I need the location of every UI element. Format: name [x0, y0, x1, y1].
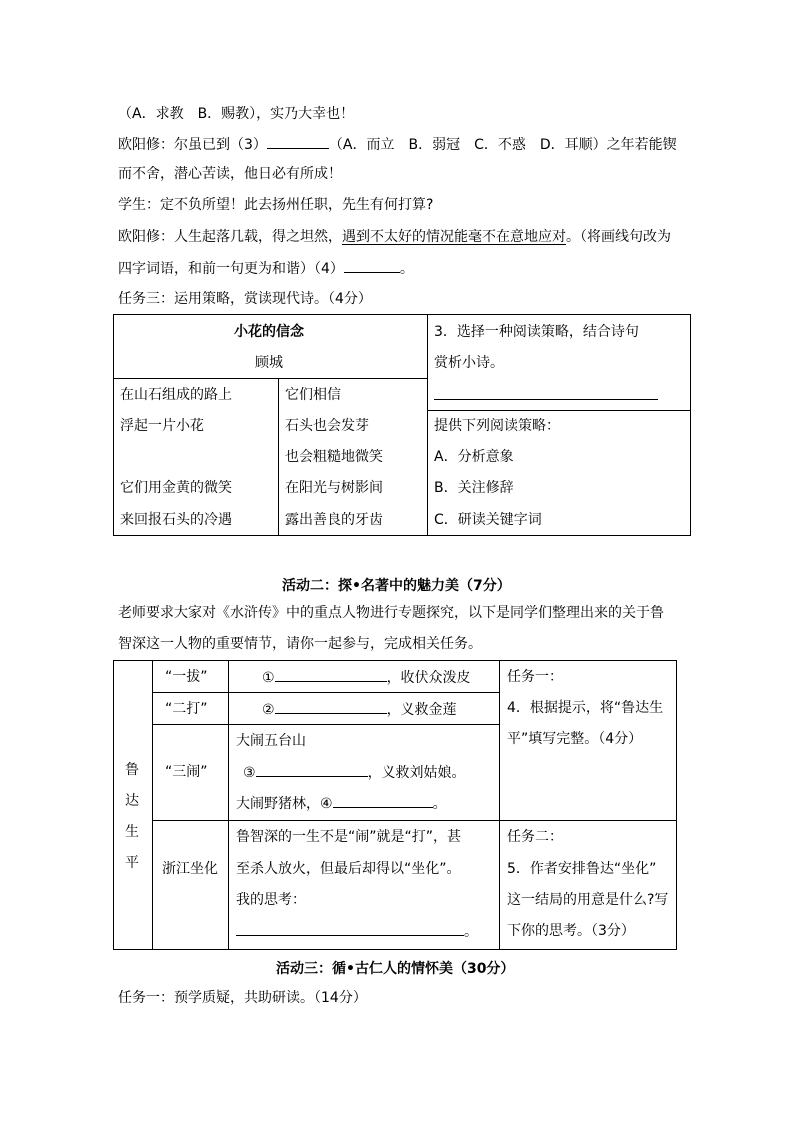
answer-blank-2[interactable]: [275, 699, 387, 714]
strategy-c: C．研读关键字词: [434, 512, 542, 528]
intro-line-5-a: 欧阳修：人生起落几载，得之坦然，: [118, 229, 342, 245]
poem-left-line-2: 浮起一片小花: [120, 418, 204, 434]
side-char-3: 生: [125, 824, 139, 840]
intro-line-1: （A．求教 B．赐教），实乃大幸也！: [118, 106, 355, 122]
row4-line-4-post: 。: [464, 924, 478, 940]
poem-column-divider: [278, 378, 279, 536]
answer-blank-4b[interactable]: [333, 793, 433, 808]
row2-marker: ②: [262, 702, 275, 718]
strategy-a: A．分析意象: [434, 449, 514, 465]
row3-marker: ③: [243, 765, 256, 781]
side-char-2: 达: [125, 793, 139, 809]
row3-line-3-pre: 大闹野猪林，④: [236, 796, 333, 812]
strategy-title: 提供下列阅读策略：: [434, 418, 560, 434]
luda-side-divider: [152, 660, 153, 950]
row1-label: “一拔”: [165, 669, 208, 685]
row1-marker: ①: [262, 670, 275, 686]
row3-line-3: [236, 793, 447, 814]
luda-row3-divider: [152, 820, 677, 821]
row3-line-1: 大闹五台山: [236, 733, 306, 749]
poem-title-divider: [113, 378, 427, 379]
row1-post: ，收伏众泼皮: [386, 670, 471, 686]
answer-line-3[interactable]: [434, 399, 658, 400]
row4-label: 浙江坐化: [162, 861, 218, 877]
answer-blank-5[interactable]: [236, 921, 464, 936]
intro-line-2: [118, 134, 677, 155]
row4-line-3: 我的思考：: [236, 892, 306, 908]
intro-line-5: [118, 227, 671, 247]
row4-line-1: 鲁智深的一生不是“闹”就是“打”，甚: [236, 829, 462, 845]
answer-blank-1[interactable]: [275, 667, 387, 682]
row3-label: “三闹”: [165, 764, 208, 780]
answer-blank-3[interactable]: [267, 134, 329, 149]
poem-table-divider: [427, 314, 428, 536]
intro-line-6: [118, 258, 414, 279]
luda-label-divider: [228, 660, 229, 950]
underlined-sentence: 遇到不太好的情况能毫不在意地应对: [342, 229, 566, 245]
intro-line-6-b: 。: [399, 261, 414, 277]
poem-left-line-4: 它们用金黄的微笑: [120, 480, 232, 496]
intro-line-2-b: （A．而立 B．弱冠 C．不惑 D．耳顺）之年若能锲: [328, 137, 677, 153]
row4-line-2: 至杀人放火，但最后却得以“坐化”。: [236, 861, 461, 877]
poem-left-line-1: 在山石组成的路上: [120, 387, 232, 403]
strategy-b: B．关注修辞: [434, 480, 514, 496]
intro-line-2-a: 欧阳修：尔虽已到（3）: [118, 137, 267, 153]
poem-author: 顾城: [255, 355, 283, 371]
poem-right-line-3: 也会粗糙地微笑: [285, 449, 383, 465]
activity3-title: 活动三：循•古仁人的情怀美（30分）: [276, 961, 515, 977]
poem-right-line-5: 露出善良的牙齿: [285, 512, 383, 528]
poem-right-line-2: 石头也会发芽: [285, 418, 369, 434]
poem-right-line-4: 在阳光与树影间: [285, 480, 383, 496]
poem-right-line-1: 它们相信: [285, 387, 341, 403]
intro-line-4: 学生：定不负所望！此去扬州任职，先生有何打算?: [118, 197, 434, 213]
row2-post: ，义救金莲: [386, 702, 457, 718]
luda-row2-divider: [152, 724, 499, 725]
intro-line-5-b: 。（将画线句改为: [566, 229, 671, 245]
intro-line-6-a: 四字词语，和前一句更为和谐）（4）: [118, 261, 344, 277]
luda-task-divider: [499, 660, 500, 950]
row2-label: “二打”: [165, 701, 208, 717]
answer-blank-4[interactable]: [344, 258, 400, 273]
task2-line-2: 这一结局的用意是什么?写: [507, 892, 669, 908]
task2-line-1: 5．作者安排鲁达“坐化”: [507, 861, 657, 877]
row3-line-2: [243, 762, 466, 783]
luda-row1-divider: [152, 692, 499, 693]
task1-line-2: 平”填写完整。（4分）: [507, 731, 643, 747]
question-3-line-2: 赏析小诗。: [434, 355, 504, 371]
side-char-1: 鲁: [125, 762, 139, 778]
question-3-line-1: 3．选择一种阅读策略，结合诗句: [434, 324, 639, 340]
task1-line-1: 4．根据提示，将“鲁达生: [507, 700, 664, 716]
activity3-task1: 任务一：预学质疑，共助研读。（14分）: [118, 990, 367, 1006]
row4-line-4: [236, 921, 478, 942]
task3-heading: 任务三：运用策略，赏读现代诗。（4分）: [118, 291, 372, 307]
activity2-title: 活动二：探•名著中的魅力美（7分）: [282, 578, 511, 594]
poem-left-line-5: 来回报石头的冷遇: [120, 512, 232, 528]
row3-line-3-post: 。: [432, 796, 447, 812]
row3-line-2-post: ，义救刘姑娘。: [367, 765, 466, 781]
row2-content: [262, 699, 457, 720]
task1-title: 任务一：: [507, 669, 563, 685]
intro-line-3: 而不舍，潜心苦读，他日必有所成！: [118, 166, 342, 182]
side-char-4: 平: [125, 855, 139, 871]
row1-content: [262, 667, 471, 688]
answer-blank-3b[interactable]: [256, 762, 368, 777]
task2-line-3: 下你的思考。（3分）: [507, 923, 635, 939]
strategy-divider: [427, 410, 691, 411]
activity2-desc-1: 老师要求大家对《水浒传》中的重点人物进行专题探究，以下是同学们整理出来的关于鲁: [118, 605, 664, 621]
task2-title: 任务二：: [507, 829, 563, 845]
poem-title: 小花的信念: [234, 324, 304, 340]
activity2-desc-2: 智深这一人物的重要情节，请你一起参与，完成相关任务。: [118, 636, 482, 652]
